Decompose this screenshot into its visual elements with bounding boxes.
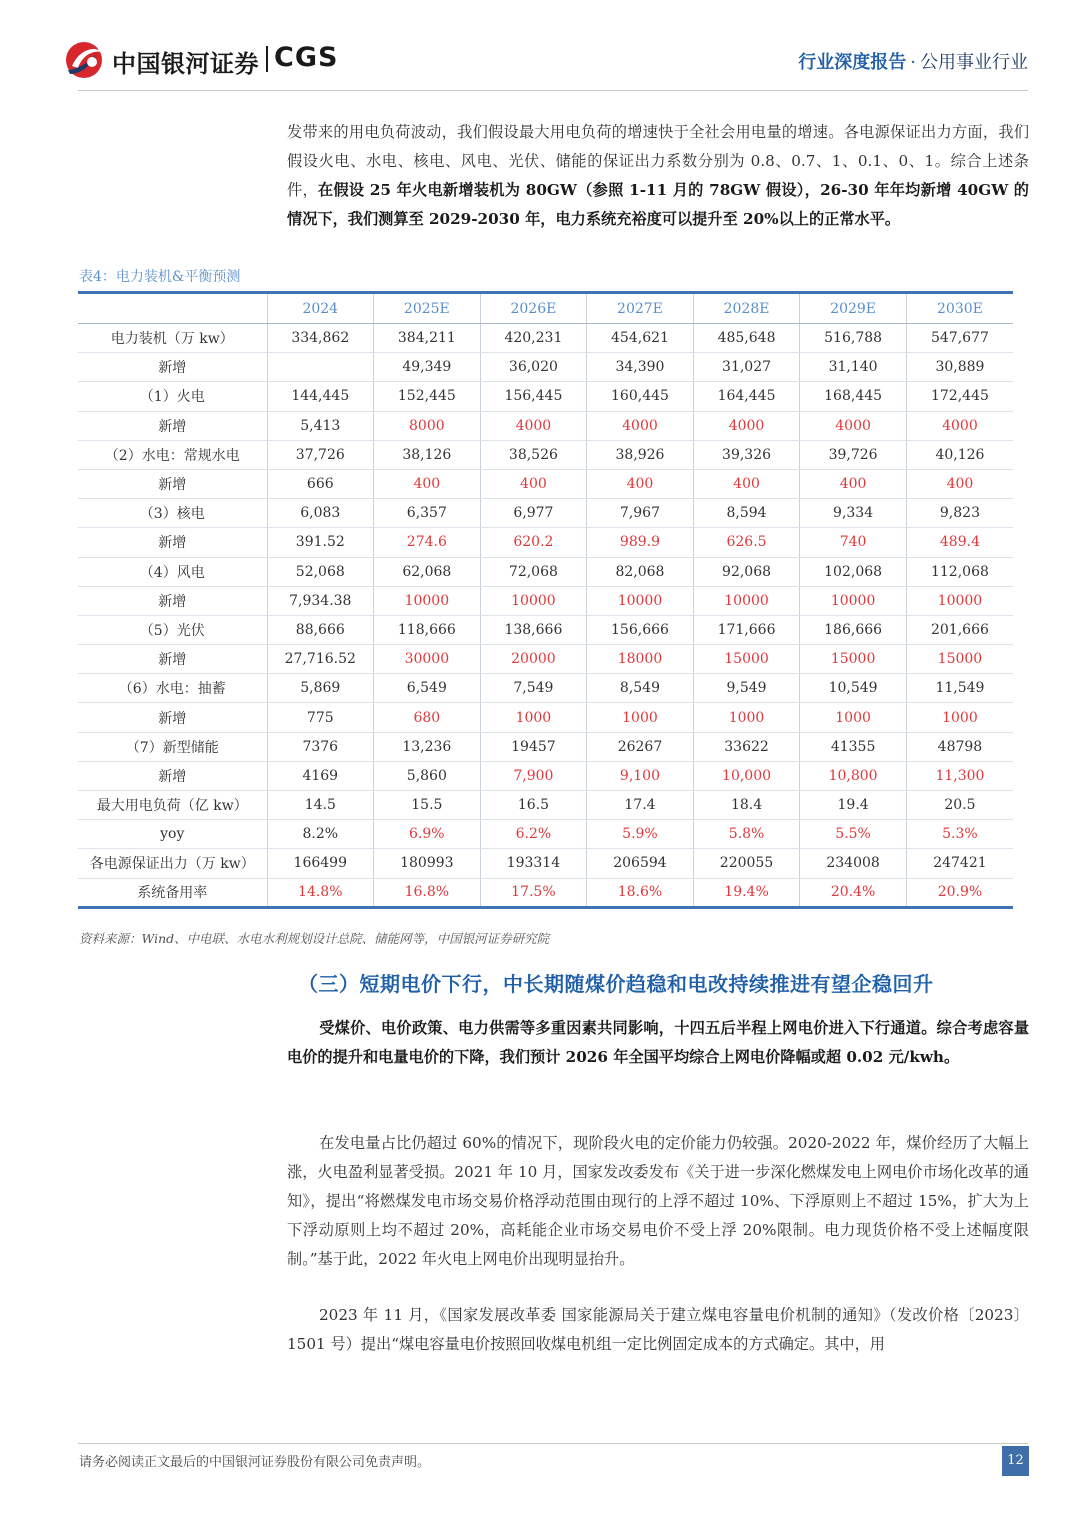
table-cell: 6.2% — [480, 820, 587, 849]
table-header-year: 2028E — [693, 293, 800, 324]
table-cell: 17.5% — [480, 878, 587, 907]
paragraph-intro-bold: 在假设 25 年火电新增装机为 80GW（参照 1-11 月的 78GW 假设），26-30 年年均新增 40GW 的情况下，我们测算至 2029-2030 年，电力系统充裕度可以提升至 20%以上的正常水平。 — [287, 181, 1029, 228]
row-label: （3）核电 — [78, 499, 267, 528]
table-cell: 400 — [906, 469, 1013, 498]
table-cell: 38,926 — [587, 440, 694, 469]
table-cell: 62,068 — [374, 557, 481, 586]
table-cell: 38,526 — [480, 440, 587, 469]
row-label: 最大用电负荷（亿 kw） — [78, 791, 267, 820]
table-row — [78, 440, 1013, 469]
table-header-year: 2025E — [374, 293, 481, 324]
table-cell: 14.8% — [267, 878, 374, 907]
table-cell: 989.9 — [587, 528, 694, 557]
table-row — [78, 761, 1013, 790]
table-row — [78, 469, 1013, 498]
table-cell: 26267 — [587, 732, 694, 761]
table-cell: 20.9% — [906, 878, 1013, 907]
table-cell: 18000 — [587, 645, 694, 674]
table-cell: 6,357 — [374, 499, 481, 528]
table-cell: 400 — [374, 469, 481, 498]
table-cell: 11,549 — [906, 674, 1013, 703]
table-cell: 5.9% — [587, 820, 694, 849]
table-cell: 33622 — [693, 732, 800, 761]
table-cell: 680 — [374, 703, 481, 732]
row-label: 系统备用率 — [78, 878, 267, 907]
paragraph-capacity — [287, 1301, 1029, 1359]
table-cell: 8000 — [374, 411, 481, 440]
table-cell: 1000 — [800, 703, 907, 732]
table-cell: 102,068 — [800, 557, 907, 586]
table-cell: 400 — [587, 469, 694, 498]
table-row — [78, 820, 1013, 849]
row-label: 新增 — [78, 586, 267, 615]
table-cell: 82,068 — [587, 557, 694, 586]
table-cell: 36,020 — [480, 353, 587, 382]
paragraph-intro — [287, 118, 1029, 234]
table-cell: 7,967 — [587, 499, 694, 528]
table-cell: 18.6% — [587, 878, 694, 907]
row-label: （2）水电：常规水电 — [78, 440, 267, 469]
table-body — [78, 324, 1013, 908]
table-header-row — [78, 293, 1013, 324]
table-source: 资料来源：Wind、中电联、水电水利规划设计总院、储能网等，中国银河证券研究院 — [79, 931, 550, 946]
table-cell: 20.4% — [800, 878, 907, 907]
table-cell: 16.5 — [480, 791, 587, 820]
table-row — [78, 382, 1013, 411]
table-cell: 34,390 — [587, 353, 694, 382]
table-cell: 27,716.52 — [267, 645, 374, 674]
table-cell: 9,823 — [906, 499, 1013, 528]
table-row — [78, 499, 1013, 528]
table-cell: 10,549 — [800, 674, 907, 703]
table-cell — [267, 353, 374, 382]
table-cell: 1000 — [480, 703, 587, 732]
table-cell: 31,027 — [693, 353, 800, 382]
table-row — [78, 878, 1013, 907]
row-label: （1）火电 — [78, 382, 267, 411]
table-cell: 384,211 — [374, 324, 481, 353]
table-cell: 19.4 — [800, 791, 907, 820]
table-cell: 30000 — [374, 645, 481, 674]
table-cell: 391.52 — [267, 528, 374, 557]
table-cell: 10000 — [800, 586, 907, 615]
table-cell: 160,445 — [587, 382, 694, 411]
paragraph-pricing — [287, 1129, 1029, 1274]
table-cell: 112,068 — [906, 557, 1013, 586]
row-label: （6）水电：抽蓄 — [78, 674, 267, 703]
row-label: 新增 — [78, 761, 267, 790]
brand-name-en: CGS — [274, 42, 339, 73]
table-cell: 516,788 — [800, 324, 907, 353]
table-cell: 10000 — [587, 586, 694, 615]
table-row — [78, 324, 1013, 353]
table-cell: 5,860 — [374, 761, 481, 790]
table-cell: 193314 — [480, 849, 587, 878]
table-cell: 5.8% — [693, 820, 800, 849]
table-cell: 38,126 — [374, 440, 481, 469]
table-cell: 4000 — [480, 411, 587, 440]
table-cell: 626.5 — [693, 528, 800, 557]
table-cell: 30,889 — [906, 353, 1013, 382]
table-row — [78, 586, 1013, 615]
table-cell: 4000 — [906, 411, 1013, 440]
table-header-year: 2024 — [267, 293, 374, 324]
table-cell: 485,648 — [693, 324, 800, 353]
table-cell: 144,445 — [267, 382, 374, 411]
brand-separator — [266, 46, 268, 72]
table-cell: 37,726 — [267, 440, 374, 469]
table-cell: 72,068 — [480, 557, 587, 586]
brand-name-cn: 中国银河证券 — [112, 50, 259, 78]
table-cell: 547,677 — [906, 324, 1013, 353]
table-row — [78, 528, 1013, 557]
table-cell: 7376 — [267, 732, 374, 761]
paragraph-summary — [287, 1014, 1029, 1072]
table-row — [78, 703, 1013, 732]
table-cell: 7,934.38 — [267, 586, 374, 615]
row-label: （7）新型储能 — [78, 732, 267, 761]
table-cell: 400 — [800, 469, 907, 498]
table-row — [78, 411, 1013, 440]
table-cell: 9,549 — [693, 674, 800, 703]
table-header-year: 2027E — [587, 293, 694, 324]
section-heading: （三）短期电价下行，中长期随煤价趋稳和电改持续推进有望企稳回升 — [298, 972, 934, 996]
row-label: 各电源保证出力（万 kw） — [78, 849, 267, 878]
table-row — [78, 674, 1013, 703]
table-cell: 166499 — [267, 849, 374, 878]
table-cell: 220055 — [693, 849, 800, 878]
table-cell: 186,666 — [800, 615, 907, 644]
table-cell: 10000 — [480, 586, 587, 615]
table-cell: 9,334 — [800, 499, 907, 528]
footer-disclaimer: 请务必阅读正文最后的中国银河证券股份有限公司免责声明。 — [79, 1455, 431, 1470]
table-header-corner — [78, 293, 267, 324]
table-cell: 19.4% — [693, 878, 800, 907]
table-cell: 4169 — [267, 761, 374, 790]
table-cell: 156,666 — [587, 615, 694, 644]
table-cell: 6,083 — [267, 499, 374, 528]
table-cell: 9,100 — [587, 761, 694, 790]
row-label: （4）风电 — [78, 557, 267, 586]
page-number: 12 — [1002, 1446, 1029, 1476]
paragraph-capacity-text: 2023 年 11 月，《国家发展改革委 国家能源局关于建立煤电容量电价机制的通知》（发改价格〔2023〕1501 号）提出“煤电容量电价按照回收煤电机组一定比例固定成本的方式确定。其中，用 — [287, 1306, 1029, 1353]
row-label: 新增 — [78, 353, 267, 382]
table-cell: 14.5 — [267, 791, 374, 820]
table-cell: 180993 — [374, 849, 481, 878]
table-cell: 15000 — [906, 645, 1013, 674]
table-row — [78, 353, 1013, 382]
table-cell: 168,445 — [800, 382, 907, 411]
table-cell: 1000 — [587, 703, 694, 732]
table-cell: 6,549 — [374, 674, 481, 703]
table-cell: 620.2 — [480, 528, 587, 557]
table-cell: 40,126 — [906, 440, 1013, 469]
footer-divider — [78, 1443, 1028, 1444]
table-cell: 39,326 — [693, 440, 800, 469]
table-cell: 400 — [693, 469, 800, 498]
row-label: yoy — [78, 820, 267, 849]
table-cell: 1000 — [693, 703, 800, 732]
row-label: 新增 — [78, 703, 267, 732]
table-cell: 156,445 — [480, 382, 587, 411]
table-cell: 666 — [267, 469, 374, 498]
table-cell: 1000 — [906, 703, 1013, 732]
table-cell: 10000 — [374, 586, 481, 615]
paragraph-pricing-text: 在发电量占比仍超过 60%的情况下，现阶段火电的定价能力仍较强。2020-2022 年，煤价经历了大幅上涨，火电盈利显著受损。2021 年 10 月，国家发改委发布《关于进一步深化燃煤发电上网电价市场化改革的通知》，提出“将燃煤发电市场交易价格浮动范围由现行的上浮不超过 10%、下浮原则上不超过 15%，扩大为上下浮动原则上均不超过 20%，高耗能企业市场交易电价不受上浮 20%限制。电力现货价格不受上述幅度限制。”基于此，2022 年火电上网电价出现明显抬升。 — [287, 1134, 1029, 1268]
table-cell: 39,726 — [800, 440, 907, 469]
table-cell: 10000 — [906, 586, 1013, 615]
row-label: 新增 — [78, 645, 267, 674]
report-type — [798, 48, 1028, 74]
table-cell: 92,068 — [693, 557, 800, 586]
table-cell: 17.4 — [587, 791, 694, 820]
paragraph-intro-text: 发带来的用电负荷波动，我们假设最大用电负荷的增速快于全社会用电量的增速。各电源保证出力方面，我们假设火电、水电、核电、风电、光伏、储能的保证出力系数分别为 0.8、0.7、1、0.1、0、1。综合上述条件， — [287, 123, 1029, 199]
table-cell: 13,236 — [374, 732, 481, 761]
table-cell: 420,231 — [480, 324, 587, 353]
table-cell: 7,900 — [480, 761, 587, 790]
table-cell: 10,000 — [693, 761, 800, 790]
table-cell: 15000 — [693, 645, 800, 674]
row-label: （5）光伏 — [78, 615, 267, 644]
table-cell: 164,445 — [693, 382, 800, 411]
table-cell: 775 — [267, 703, 374, 732]
table-cell: 171,666 — [693, 615, 800, 644]
industry-label: 公用事业行业 — [920, 52, 1028, 73]
table-header-year: 2026E — [480, 293, 587, 324]
table-cell: 8,549 — [587, 674, 694, 703]
table-cell: 206594 — [587, 849, 694, 878]
report-type-dot: · — [910, 52, 916, 73]
table-cell: 118,666 — [374, 615, 481, 644]
paragraph-summary-bold: 受煤价、电价政策、电力供需等多重因素共同影响，十四五后半程上网电价进入下行通道。综合考虑容量电价的提升和电量电价的下降，我们预计 2026 年全国平均综合上网电价降幅或超 0.02 元/kwh。 — [287, 1019, 1029, 1066]
table-header-year: 2029E — [800, 293, 907, 324]
table-cell: 49,349 — [374, 353, 481, 382]
table-cell: 5.5% — [800, 820, 907, 849]
report-type-label: 行业深度报告 — [798, 52, 907, 73]
table-cell: 5,869 — [267, 674, 374, 703]
table-cell: 8.2% — [267, 820, 374, 849]
cgs-logo-icon — [62, 40, 108, 80]
table-cell: 10,800 — [800, 761, 907, 790]
table-cell: 18.4 — [693, 791, 800, 820]
table-cell: 8,594 — [693, 499, 800, 528]
table-row — [78, 615, 1013, 644]
table-cell: 15.5 — [374, 791, 481, 820]
table-row — [78, 557, 1013, 586]
header-divider — [78, 90, 1028, 91]
table-row — [78, 732, 1013, 761]
table-cell: 489.4 — [906, 528, 1013, 557]
table-cell: 52,068 — [267, 557, 374, 586]
table-cell: 10000 — [693, 586, 800, 615]
table-cell: 31,140 — [800, 353, 907, 382]
table-title: 表4：电力装机&平衡预测 — [79, 269, 241, 285]
row-label: 新增 — [78, 528, 267, 557]
table-cell: 41355 — [800, 732, 907, 761]
page-header — [0, 0, 1080, 102]
table-row — [78, 849, 1013, 878]
table-row — [78, 645, 1013, 674]
table-cell: 4000 — [693, 411, 800, 440]
table-cell: 334,862 — [267, 324, 374, 353]
table-cell: 138,666 — [480, 615, 587, 644]
table-cell: 11,300 — [906, 761, 1013, 790]
table-cell: 5,413 — [267, 411, 374, 440]
table-cell: 6,977 — [480, 499, 587, 528]
table-cell: 5.3% — [906, 820, 1013, 849]
table-cell: 19457 — [480, 732, 587, 761]
table-cell: 7,549 — [480, 674, 587, 703]
row-label: 新增 — [78, 411, 267, 440]
table-cell: 247421 — [906, 849, 1013, 878]
table-cell: 234008 — [800, 849, 907, 878]
table-cell: 172,445 — [906, 382, 1013, 411]
table-cell: 4000 — [800, 411, 907, 440]
power-balance-table — [78, 291, 1013, 909]
table-cell: 20.5 — [906, 791, 1013, 820]
table-cell: 6.9% — [374, 820, 481, 849]
table-row — [78, 791, 1013, 820]
table-cell: 152,445 — [374, 382, 481, 411]
row-label: 电力装机（万 kw） — [78, 324, 267, 353]
table-cell: 48798 — [906, 732, 1013, 761]
table-cell: 15000 — [800, 645, 907, 674]
table-cell: 4000 — [587, 411, 694, 440]
row-label: 新增 — [78, 469, 267, 498]
table-cell: 201,666 — [906, 615, 1013, 644]
table-cell: 274.6 — [374, 528, 481, 557]
table-header-year: 2030E — [906, 293, 1013, 324]
table-cell: 88,666 — [267, 615, 374, 644]
table-cell: 740 — [800, 528, 907, 557]
table-cell: 454,621 — [587, 324, 694, 353]
table-cell: 20000 — [480, 645, 587, 674]
table-cell: 400 — [480, 469, 587, 498]
table-cell: 16.8% — [374, 878, 481, 907]
